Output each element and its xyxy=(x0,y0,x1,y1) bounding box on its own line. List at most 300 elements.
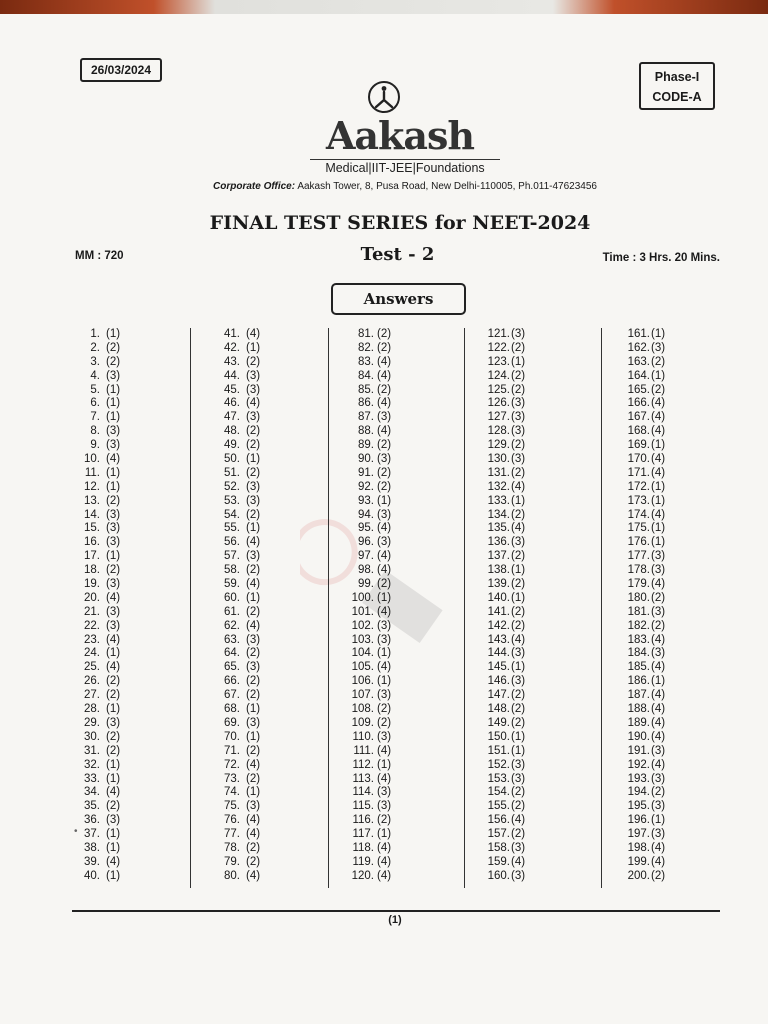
question-number: 167. xyxy=(627,411,650,424)
answer-option: (3) xyxy=(651,564,666,577)
answer-row xyxy=(340,800,391,814)
answer-row xyxy=(212,453,260,467)
question-number: 157. xyxy=(487,828,510,841)
question-number: 63. xyxy=(224,633,240,646)
question-number: 106. xyxy=(351,675,374,688)
answers-column-5 xyxy=(620,328,665,884)
answer-option: (3) xyxy=(511,453,526,466)
question-number: 9. xyxy=(90,439,100,452)
answer-row xyxy=(620,842,665,856)
question-number: 195. xyxy=(627,800,650,813)
question-number: 182. xyxy=(627,619,650,632)
question-number: 69. xyxy=(224,716,240,729)
answer-row xyxy=(340,661,391,675)
answer-option: (4) xyxy=(651,758,666,771)
answer-option: (4) xyxy=(106,855,121,868)
answer-row xyxy=(620,550,665,564)
answer-row xyxy=(480,800,525,814)
question-number: 99. xyxy=(358,578,374,591)
answer-option: (1) xyxy=(651,675,666,688)
answer-option: (1) xyxy=(377,675,392,688)
question-number: 84. xyxy=(358,369,374,382)
answer-option: (4) xyxy=(651,855,666,868)
question-number: 80. xyxy=(224,869,240,882)
question-number: 140. xyxy=(487,591,510,604)
answer-option: (2) xyxy=(511,689,526,702)
answer-row xyxy=(480,467,525,481)
answer-row xyxy=(72,384,120,398)
answer-row xyxy=(620,661,665,675)
answer-option: (1) xyxy=(377,647,392,660)
question-number: 173. xyxy=(627,494,650,507)
answer-row xyxy=(620,828,665,842)
answer-row xyxy=(212,397,260,411)
answer-row xyxy=(72,370,120,384)
answer-option: (1) xyxy=(511,355,526,368)
answers-heading: Answers xyxy=(331,283,466,315)
question-number: 36. xyxy=(84,814,100,827)
question-number: 14. xyxy=(84,508,100,521)
answer-option: (1) xyxy=(511,494,526,507)
answer-option: (2) xyxy=(511,439,526,452)
answer-option: (4) xyxy=(651,661,666,674)
answer-row xyxy=(72,745,120,759)
question-number: 185. xyxy=(627,661,650,674)
answer-option: (2) xyxy=(246,425,261,438)
answer-row xyxy=(480,634,525,648)
question-number: 42. xyxy=(224,341,240,354)
answer-option: (2) xyxy=(246,439,261,452)
answer-option: (2) xyxy=(511,605,526,618)
answer-option: (1) xyxy=(246,341,261,354)
question-number: 19. xyxy=(84,578,100,591)
answer-row xyxy=(620,689,665,703)
question-number: 112. xyxy=(352,758,374,771)
answer-row xyxy=(72,550,120,564)
question-number: 128. xyxy=(487,425,510,438)
answer-option: (2) xyxy=(377,341,392,354)
answer-row xyxy=(72,620,120,634)
answer-row xyxy=(480,536,525,550)
answer-option: (4) xyxy=(246,814,261,827)
answer-row xyxy=(340,384,391,398)
aakash-logo-icon xyxy=(367,80,401,114)
answer-row xyxy=(72,411,120,425)
answer-row xyxy=(212,592,260,606)
question-number: 103. xyxy=(351,633,374,646)
column-divider xyxy=(190,328,191,888)
answer-option: (2) xyxy=(511,383,526,396)
answer-option: (2) xyxy=(246,466,261,479)
answer-option: (4) xyxy=(246,578,261,591)
answer-option: (3) xyxy=(511,675,526,688)
answer-row xyxy=(480,370,525,384)
answer-option: (2) xyxy=(511,716,526,729)
question-number: 197. xyxy=(627,828,650,841)
answer-option: (2) xyxy=(511,828,526,841)
question-number: 67. xyxy=(224,689,240,702)
answer-row xyxy=(212,342,260,356)
answer-row xyxy=(340,773,391,787)
question-number: 13. xyxy=(84,494,100,507)
answer-row xyxy=(72,467,120,481)
answer-option: (2) xyxy=(651,591,666,604)
question-number: 51. xyxy=(224,466,240,479)
answer-row xyxy=(480,842,525,856)
answer-row xyxy=(72,356,120,370)
question-number: 11. xyxy=(84,466,100,479)
question-number: 143. xyxy=(487,633,510,646)
question-number: 172. xyxy=(627,480,650,493)
question-number: 73. xyxy=(224,772,240,785)
answer-row xyxy=(620,439,665,453)
time-allowed: Time : 3 Hrs. 20 Mins. xyxy=(602,252,720,264)
answer-row xyxy=(72,606,120,620)
answer-option: (3) xyxy=(246,716,261,729)
question-number: 169. xyxy=(627,439,650,452)
answer-row xyxy=(340,870,391,884)
answer-option: (1) xyxy=(377,591,392,604)
answer-row xyxy=(340,550,391,564)
answer-row xyxy=(480,411,525,425)
answer-row xyxy=(620,467,665,481)
answer-row xyxy=(72,800,120,814)
answer-option: (4) xyxy=(377,522,392,535)
answer-row xyxy=(340,578,391,592)
answer-row xyxy=(340,856,391,870)
question-number: 159. xyxy=(487,855,510,868)
answer-option: (3) xyxy=(377,619,392,632)
answer-row xyxy=(212,842,260,856)
phase-label: Phase-I xyxy=(654,70,700,84)
answer-row xyxy=(480,578,525,592)
question-number: 118. xyxy=(352,841,374,854)
answer-option: (1) xyxy=(106,869,121,882)
question-number: 147. xyxy=(487,689,510,702)
answer-option: (1) xyxy=(106,841,121,854)
answer-option: (1) xyxy=(651,494,666,507)
answer-option: (2) xyxy=(246,855,261,868)
answer-option: (3) xyxy=(651,744,666,757)
answer-option: (3) xyxy=(377,800,392,813)
answer-row xyxy=(620,425,665,439)
answer-row xyxy=(212,536,260,550)
question-number: 47. xyxy=(224,411,240,424)
answer-option: (4) xyxy=(511,522,526,535)
answer-row xyxy=(480,592,525,606)
answer-row xyxy=(620,370,665,384)
answer-option: (2) xyxy=(106,730,121,743)
answer-row xyxy=(340,453,391,467)
answer-row xyxy=(72,425,120,439)
question-number: 74. xyxy=(224,786,240,799)
answer-option: (4) xyxy=(106,591,121,604)
question-number: 61. xyxy=(224,605,240,618)
answer-option: (4) xyxy=(377,369,392,382)
answer-row xyxy=(212,384,260,398)
question-number: 154. xyxy=(487,786,510,799)
question-number: 20. xyxy=(84,591,100,604)
question-number: 192. xyxy=(627,758,650,771)
question-number: 15. xyxy=(84,522,100,535)
answer-row xyxy=(620,328,665,342)
answer-row xyxy=(620,564,665,578)
answer-row xyxy=(480,647,525,661)
question-number: 161. xyxy=(627,328,650,340)
answer-option: (2) xyxy=(106,355,121,368)
answer-option: (3) xyxy=(246,633,261,646)
question-number: 198. xyxy=(627,841,650,854)
answer-option: (1) xyxy=(651,522,666,535)
question-number: 199. xyxy=(627,855,650,868)
page-top-edge xyxy=(0,0,768,14)
answer-row xyxy=(212,425,260,439)
answer-row xyxy=(340,467,391,481)
answer-option: (1) xyxy=(106,550,121,563)
answer-option: (1) xyxy=(106,411,121,424)
answer-row xyxy=(72,786,120,800)
question-number: 96. xyxy=(358,536,374,549)
answer-option: (3) xyxy=(511,647,526,660)
answer-row xyxy=(480,703,525,717)
answer-row xyxy=(480,481,525,495)
question-number: 136. xyxy=(487,536,510,549)
answer-row xyxy=(480,509,525,523)
answer-option: (4) xyxy=(651,508,666,521)
answer-option: (2) xyxy=(377,383,392,396)
question-number: 18. xyxy=(84,564,100,577)
question-number: 186. xyxy=(627,675,650,688)
question-number: 93. xyxy=(358,494,374,507)
question-number: 181. xyxy=(627,605,650,618)
question-number: 88. xyxy=(358,425,374,438)
answer-option: (2) xyxy=(377,439,392,452)
answer-row xyxy=(340,425,391,439)
answer-row xyxy=(480,759,525,773)
answer-row xyxy=(340,481,391,495)
answer-row xyxy=(212,703,260,717)
answer-row xyxy=(480,425,525,439)
answer-option: (2) xyxy=(511,550,526,563)
answer-row xyxy=(620,717,665,731)
answer-option: (3) xyxy=(106,716,121,729)
question-number: 139. xyxy=(487,578,510,591)
answer-option: (2) xyxy=(377,716,392,729)
answer-option: (2) xyxy=(511,786,526,799)
answer-option: (2) xyxy=(651,619,666,632)
max-marks: MM : 720 xyxy=(75,250,124,262)
answer-option: (2) xyxy=(511,369,526,382)
question-number: 16. xyxy=(84,536,100,549)
answer-row xyxy=(212,522,260,536)
answer-row xyxy=(480,675,525,689)
question-number: 40. xyxy=(84,869,100,882)
question-number: 68. xyxy=(224,703,240,716)
question-number: 85. xyxy=(358,383,374,396)
answer-row xyxy=(480,856,525,870)
answer-row xyxy=(72,578,120,592)
answer-option: (3) xyxy=(246,480,261,493)
question-number: 65. xyxy=(224,661,240,674)
answer-row xyxy=(620,647,665,661)
question-number: 177. xyxy=(627,550,650,563)
answer-option: (2) xyxy=(246,605,261,618)
answer-row xyxy=(340,786,391,800)
question-number: 22. xyxy=(84,619,100,632)
answer-row xyxy=(212,800,260,814)
answer-option: (4) xyxy=(651,703,666,716)
answer-option: (1) xyxy=(511,564,526,577)
question-number: 132. xyxy=(487,480,510,493)
answer-row xyxy=(480,564,525,578)
answer-option: (1) xyxy=(511,730,526,743)
answer-option: (1) xyxy=(106,772,121,785)
question-number: 77. xyxy=(224,828,240,841)
answer-row xyxy=(212,745,260,759)
answer-row xyxy=(480,786,525,800)
office-label: Corporate Office: xyxy=(213,181,296,192)
answer-option: (1) xyxy=(651,814,666,827)
answer-row xyxy=(620,675,665,689)
answer-option: (3) xyxy=(246,369,261,382)
question-number: 180. xyxy=(627,591,650,604)
answer-option: (2) xyxy=(511,578,526,591)
question-number: 142. xyxy=(487,619,510,632)
answer-row xyxy=(72,647,120,661)
question-number: 83. xyxy=(358,355,374,368)
answer-option: (3) xyxy=(246,383,261,396)
answer-option: (4) xyxy=(246,328,261,340)
question-number: 129. xyxy=(487,439,510,452)
question-number: 160. xyxy=(487,869,510,882)
question-number: 62. xyxy=(224,619,240,632)
answer-row xyxy=(212,606,260,620)
question-number: 138. xyxy=(487,564,510,577)
answer-row xyxy=(340,564,391,578)
answer-option: (1) xyxy=(511,744,526,757)
question-number: 121. xyxy=(487,328,510,340)
answer-option: (1) xyxy=(651,536,666,549)
answer-row xyxy=(212,467,260,481)
answer-row xyxy=(72,731,120,745)
question-number: 184. xyxy=(627,647,650,660)
answer-row xyxy=(72,481,120,495)
answer-row xyxy=(620,495,665,509)
answer-option: (4) xyxy=(377,855,392,868)
answer-option: (2) xyxy=(511,703,526,716)
answer-option: (2) xyxy=(651,869,666,882)
answer-option: (4) xyxy=(651,578,666,591)
answer-option: (3) xyxy=(511,841,526,854)
answer-row xyxy=(620,856,665,870)
question-number: 79. xyxy=(224,855,240,868)
answer-option: (3) xyxy=(651,828,666,841)
answer-option: (3) xyxy=(511,397,526,410)
question-number: 56. xyxy=(224,536,240,549)
answer-option: (4) xyxy=(377,397,392,410)
question-number: 66. xyxy=(224,675,240,688)
question-number: 148. xyxy=(487,703,510,716)
footer-rule xyxy=(72,910,720,912)
answer-option: (2) xyxy=(106,800,121,813)
answer-row xyxy=(212,773,260,787)
answer-row xyxy=(212,870,260,884)
answer-row xyxy=(620,509,665,523)
question-number: 126. xyxy=(487,397,510,410)
answer-option: (4) xyxy=(651,397,666,410)
question-number: 27. xyxy=(84,689,100,702)
answer-row xyxy=(620,634,665,648)
answers-column-4 xyxy=(480,328,525,884)
answer-option: (1) xyxy=(106,397,121,410)
question-number: 59. xyxy=(224,578,240,591)
answer-option: (2) xyxy=(511,466,526,479)
question-number: 104. xyxy=(351,647,374,660)
answer-row xyxy=(212,759,260,773)
answer-row xyxy=(72,773,120,787)
question-number: 90. xyxy=(358,453,374,466)
answer-option: (2) xyxy=(377,814,392,827)
question-number: 7. xyxy=(90,411,100,424)
answer-option: (3) xyxy=(377,508,392,521)
answer-row xyxy=(340,522,391,536)
answer-row xyxy=(480,745,525,759)
question-number: 105. xyxy=(351,661,374,674)
answer-row xyxy=(340,536,391,550)
answer-option: (1) xyxy=(246,522,261,535)
answer-option: (2) xyxy=(106,564,121,577)
question-number: 32. xyxy=(84,758,100,771)
answer-option: (3) xyxy=(106,578,121,591)
answer-row xyxy=(480,384,525,398)
answer-option: (1) xyxy=(377,758,392,771)
question-number: 190. xyxy=(627,730,650,743)
question-number: 4. xyxy=(90,369,100,382)
question-number: 200. xyxy=(627,869,650,882)
question-number: 78. xyxy=(224,841,240,854)
question-number: 176. xyxy=(627,536,650,549)
answer-row xyxy=(620,342,665,356)
answer-option: (4) xyxy=(511,855,526,868)
question-number: 71. xyxy=(224,744,240,757)
question-number: 162. xyxy=(627,341,650,354)
answer-option: (2) xyxy=(377,480,392,493)
answer-row xyxy=(340,356,391,370)
answer-option: (4) xyxy=(511,480,526,493)
answer-row xyxy=(620,773,665,787)
answer-option: (4) xyxy=(246,536,261,549)
question-number: 124. xyxy=(487,369,510,382)
answer-option: (2) xyxy=(246,744,261,757)
answer-row xyxy=(340,620,391,634)
answer-row xyxy=(212,717,260,731)
answer-option: (1) xyxy=(246,786,261,799)
answer-row xyxy=(212,856,260,870)
answer-option: (1) xyxy=(106,466,121,479)
question-number: 123. xyxy=(487,355,510,368)
answer-option: (4) xyxy=(377,550,392,563)
answer-option: (1) xyxy=(246,730,261,743)
question-number: 183. xyxy=(627,633,650,646)
answer-option: (2) xyxy=(651,355,666,368)
answer-option: (2) xyxy=(377,328,392,340)
answer-option: (1) xyxy=(106,703,121,716)
answer-option: (1) xyxy=(106,383,121,396)
answer-option: (4) xyxy=(651,466,666,479)
answer-option: (4) xyxy=(511,814,526,827)
question-number: 166. xyxy=(627,397,650,410)
question-number: 130. xyxy=(487,453,510,466)
